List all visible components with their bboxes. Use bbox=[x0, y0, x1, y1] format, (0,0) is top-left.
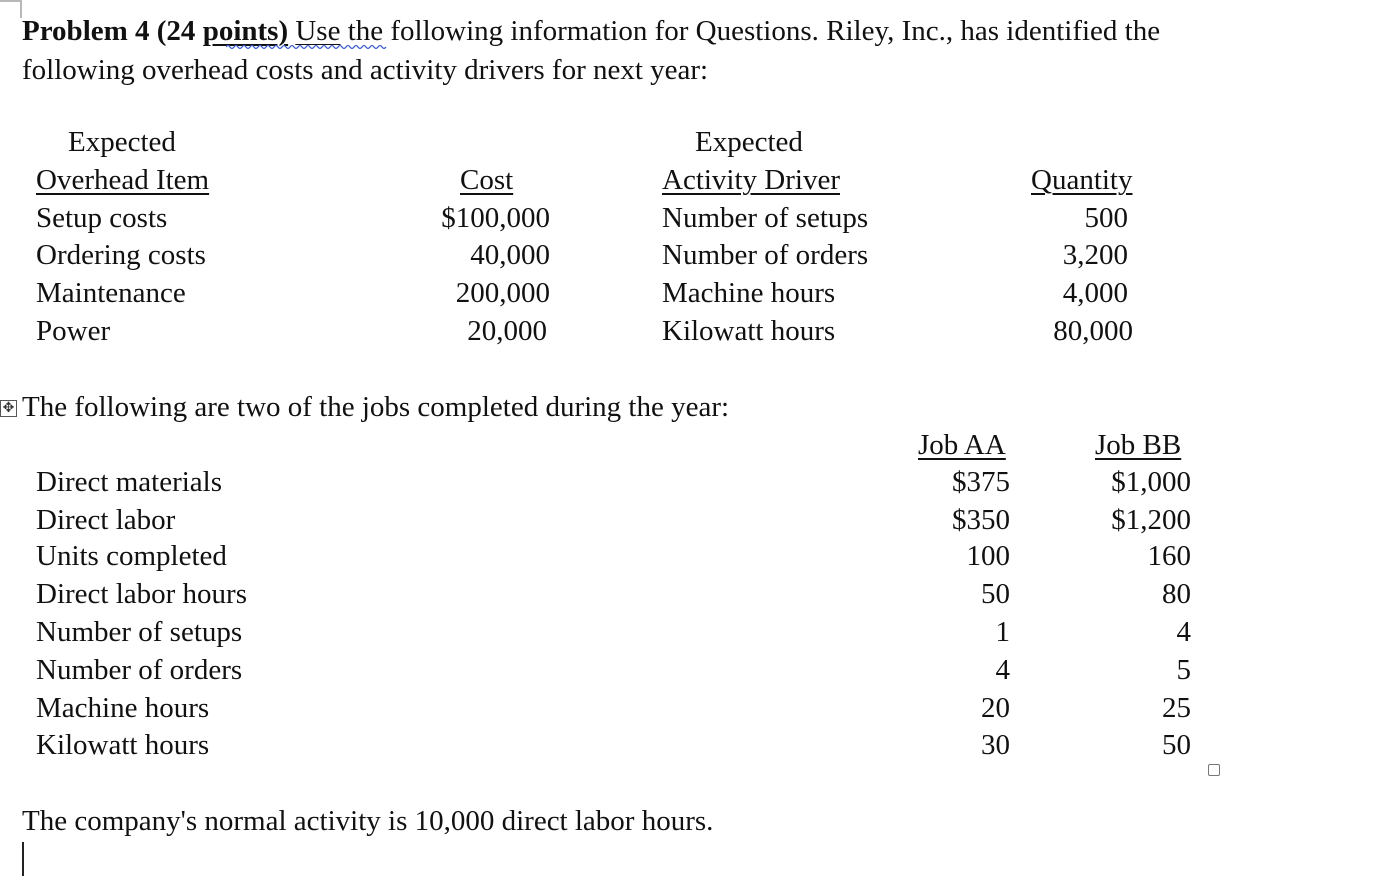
text-cursor bbox=[22, 842, 24, 876]
overhead-cost-cell: 40,000 bbox=[470, 239, 550, 271]
job-aa-cell: $375 bbox=[952, 466, 1010, 498]
overhead-quantity-cell: 500 bbox=[1084, 202, 1128, 234]
resize-handle-icon[interactable] bbox=[1208, 764, 1220, 776]
job-row-label: Units completed bbox=[36, 540, 227, 572]
overhead-item-cell: Setup costs bbox=[36, 202, 168, 234]
job-row-label: Kilowatt hours bbox=[36, 729, 210, 761]
job-aa-cell: 20 bbox=[981, 692, 1010, 724]
overhead-cost-cell: 20,000 bbox=[467, 315, 547, 347]
job-row-label: Direct labor hours bbox=[36, 578, 247, 610]
problem-points: points) bbox=[202, 15, 289, 47]
job-bb-cell: 4 bbox=[1176, 616, 1191, 648]
header-job-bb: Job BB bbox=[1095, 429, 1182, 461]
intro-line-1 bbox=[22, 17, 1160, 46]
job-bb-cell: $1,000 bbox=[1111, 466, 1191, 498]
job-bb-cell: 80 bbox=[1162, 578, 1191, 610]
job-row-label: Direct materials bbox=[36, 466, 222, 498]
header-overhead-item: Overhead Item bbox=[36, 164, 210, 196]
job-aa-cell: 1 bbox=[995, 616, 1010, 648]
job-row-label: Number of orders bbox=[36, 654, 243, 686]
overhead-item-cell: Maintenance bbox=[36, 277, 186, 309]
header-cost: Cost bbox=[460, 164, 514, 196]
job-bb-cell: 5 bbox=[1176, 654, 1191, 686]
job-aa-cell: $350 bbox=[952, 504, 1010, 536]
job-row-label: Number of setups bbox=[36, 616, 243, 648]
header-expected-driver: Expected bbox=[695, 126, 803, 158]
overhead-driver-cell: Number of orders bbox=[662, 239, 869, 271]
job-row-label: Machine hours bbox=[36, 692, 210, 724]
overhead-quantity-cell: 4,000 bbox=[1062, 277, 1128, 309]
jobs-intro: The following are two of the jobs completed during the year: bbox=[22, 391, 730, 423]
header-activity-driver: Activity Driver bbox=[662, 164, 840, 196]
header-job-aa: Job AA bbox=[918, 429, 1006, 461]
job-aa-cell: 100 bbox=[966, 540, 1010, 572]
job-bb-cell: 25 bbox=[1162, 692, 1191, 724]
move-handle-icon[interactable]: ✥ bbox=[0, 400, 17, 417]
intro-line-1-rest: the following information for Questions. Riley, Inc., has identified the bbox=[347, 15, 1161, 47]
job-bb-cell: 50 bbox=[1162, 729, 1191, 761]
overhead-item-cell: Power bbox=[36, 315, 111, 347]
job-aa-cell: 30 bbox=[981, 729, 1010, 761]
job-bb-cell: 160 bbox=[1147, 540, 1191, 572]
header-expected-item: Expected bbox=[68, 126, 176, 158]
overhead-cost-cell: 200,000 bbox=[455, 277, 550, 309]
intro-use-word: Use bbox=[295, 15, 341, 47]
spellcheck-underline bbox=[226, 44, 388, 50]
problem-title: Problem 4 (24 bbox=[22, 15, 196, 47]
header-quantity: Quantity bbox=[1031, 164, 1133, 196]
footer-note: The company's normal activity is 10,000 direct labor hours. bbox=[22, 805, 714, 837]
job-aa-cell: 4 bbox=[995, 654, 1010, 686]
overhead-driver-cell: Kilowatt hours bbox=[662, 315, 836, 347]
job-row-label: Direct labor bbox=[36, 504, 176, 536]
job-bb-cell: $1,200 bbox=[1111, 504, 1191, 536]
overhead-driver-cell: Machine hours bbox=[662, 277, 836, 309]
job-aa-cell: 50 bbox=[981, 578, 1010, 610]
overhead-quantity-cell: 80,000 bbox=[1053, 315, 1133, 347]
overhead-quantity-cell: 3,200 bbox=[1062, 239, 1128, 271]
intro-line-2: following overhead costs and activity drivers for next year: bbox=[22, 54, 709, 86]
page-corner-mark bbox=[0, 0, 22, 2]
overhead-item-cell: Ordering costs bbox=[36, 239, 206, 271]
overhead-driver-cell: Number of setups bbox=[662, 202, 869, 234]
overhead-cost-cell: $100,000 bbox=[441, 202, 550, 234]
